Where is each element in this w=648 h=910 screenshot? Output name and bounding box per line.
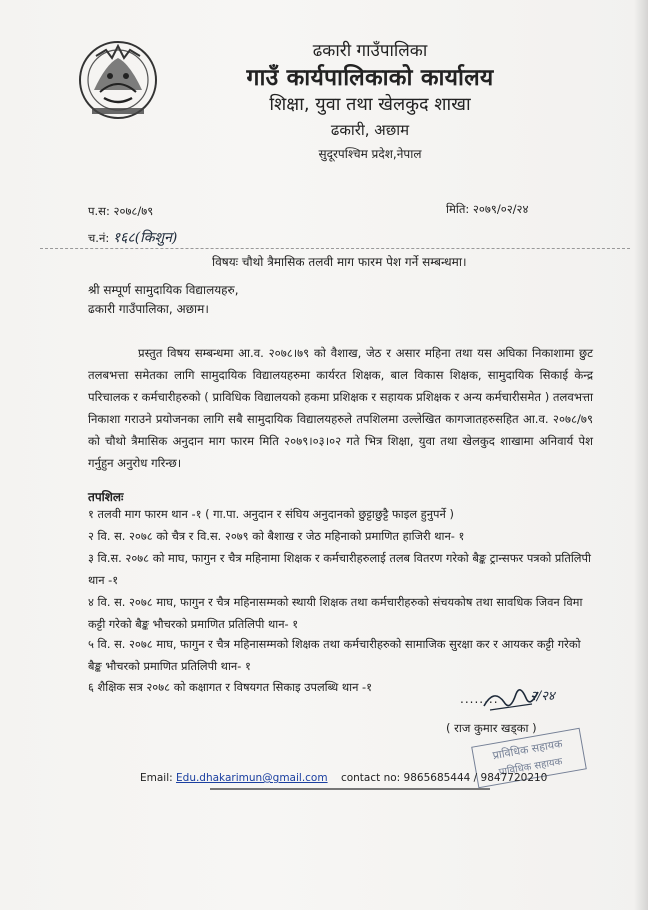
dispatch-label: च.नं:	[88, 231, 113, 245]
footer-contact	[140, 772, 547, 784]
handwritten-signature-icon	[480, 680, 570, 720]
header-location: ढकारी, अछाम	[330, 121, 410, 139]
header-municipality: ढकारी गाउँपालिका	[312, 41, 428, 61]
footer-contact-number: contact no: 9865685444 / 9847720210	[340, 772, 548, 784]
letter-body: प्रस्तुत विषय सम्बन्धमा आ.व. २०७८।७९ को वैशाख, जेठ र असार महिना तथा यस अघिका निकाशामा छुट तलबभत्ता समेतका लागि सामुदायिक विद्यालयहरुमा कार्यरत शिक्षक, बाल विकास शिक्षक, सामुदायिक सिकाई केन्द्र परिचालक र कर्मचारीहरुको ( प्राविधिक विद्यालयको हकमा प्रशिक्षक र सहायक प्रशिक्षक र अन्य कर्मचारीसमेत ) तलवभत्ता निकाशा गराउने प्रयोजनका लागि सबै सामुदायिक विद्यालयहरुले तपशिलमा उल्लेखित कागजातहरुसहित आ.व. २०७८/७९ को चौथो त्रैमासिक अनुदान माग फारम मिति २०७९।०३।०२ गते भित्र शिक्षा, युवा तथा खेलकुद शाखामा अनिवार्य पेश गर्नुहुन अनुरोध गरिन्छ।	[88, 346, 593, 470]
stamp-title-repeat: प्राविधिक सहायक	[498, 756, 564, 779]
header-province: सुदूरपश्चिम प्रदेश,नेपाल	[318, 147, 422, 161]
attachment-item: २ वि. स. २०७८ को चैत्र र वि.स. २०७९ को बैशाख र जेठ महिनाको प्रमाणित हाजिरी थान- १	[88, 529, 465, 543]
signatory-name: ( राज कुमार खड्का )	[446, 721, 537, 735]
letter-date: मिति: २०७९/०२/२४	[446, 202, 529, 216]
attachment-item: ५ वि. स. २०७८ माघ, फागुन र चैत्र महिनासम्मको शिक्षक तथा कर्मचारीहरुको सामाजिक सुरक्षा कर र आयकर कट्टी गरेको बैङ्क भौचरको प्रमाणित प्रतिलिपी थान- १	[88, 637, 581, 673]
attachment-item: ३ वि.स. २०७८ को माघ, फागुन र चैत्र महिनामा शिक्षक र कर्मचारीहरुलाई तलब वितरण गरेको बैङ्क ट्रान्सफर पत्रको प्रतिलिपी थान -१	[88, 551, 591, 587]
stamp-title: प्राविधिक सहायक	[491, 737, 564, 763]
header-office: गाउँ कार्यपालिकाको कार्यालय	[246, 65, 494, 91]
header-divider	[40, 248, 630, 249]
attachment-item: १ तलवी माग फारम थान -१ ( गा.पा. अनुदान र संघिय अनुदानको छुट्टाछुट्टै फाइल हुनुपर्ने )	[88, 507, 454, 521]
dispatch-number-handwritten: १६८(किशुन)	[112, 230, 178, 246]
addressee-line-1: श्री सम्पूर्ण सामुदायिक विद्यालयहरु,	[88, 283, 239, 297]
footer-rule	[210, 788, 490, 790]
letter-subject: विषयः चौथो त्रैमासिक तलवी माग फारम पेश गर्ने सम्बन्धमा।	[212, 255, 467, 269]
signature-date-handwritten: २/२४	[530, 689, 555, 704]
addressee-line-2: ढकारी गाउँपालिका, अछाम।	[88, 302, 209, 316]
page-edge-shadow	[634, 0, 648, 910]
footer-email-link[interactable]: Edu.dhakarimun@gmail.com	[176, 772, 328, 784]
nepal-government-emblem-icon	[76, 36, 160, 122]
signature-line: ........	[460, 692, 499, 706]
header-section: शिक्षा, युवा तथा खेलकुद शाखा	[269, 94, 471, 115]
dispatch-number	[88, 228, 177, 247]
attachment-list-title: तपशिलः	[88, 490, 124, 504]
letter-reference-number: प.स: २०७८/७९	[88, 204, 154, 218]
attachment-item: ४ वि. स. २०७८ माघ, फागुन र चैत्र महिनासम्मको स्थायी शिक्षक तथा कर्मचारीहरुको संचयकोष तथा सावधिक जिवन विमा कट्टी गरेको बैङ्क भौचरको प्रमाणित प्रतिलिपी थान- १	[88, 595, 583, 631]
attachment-item: ६ शैक्षिक सत्र २०७८ को कक्षागत र विषयगत सिकाइ उपलब्धि थान -१	[88, 680, 373, 694]
footer-email-label: Email:	[140, 772, 173, 784]
